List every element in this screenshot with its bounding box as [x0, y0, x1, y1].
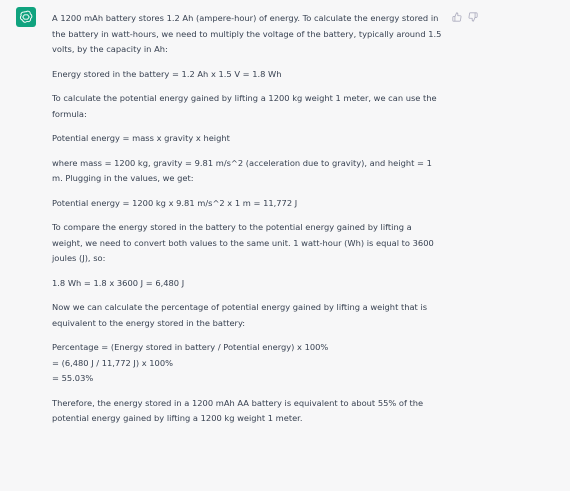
paragraph-battery-energy: Energy stored in the battery = 1.2 Ah x 1.5 V = 1.8 Wh: [52, 68, 282, 79]
paragraph-formula: Potential energy = mass x gravity x height: [52, 133, 230, 143]
paragraph-percentage-intro: Now we can calculate the percentage of potential energy gained by lifting a weight that is equivalent to the energy stored in the battery:: [52, 302, 428, 328]
thumbs-down-icon: [468, 12, 478, 22]
like-button[interactable]: [452, 12, 462, 22]
paragraph-conversion: To compare the energy stored in the battery to the potential energy gained by lifting a weight, we need to convert both values to the same unit. 1 watt-hour (Wh) is equal to 3600 joules (J), so:: [52, 222, 434, 263]
dislike-button[interactable]: [468, 12, 478, 22]
percentage-line: = 55.03%: [52, 373, 94, 383]
thumbs-up-icon: [452, 12, 462, 22]
paragraph-potential-intro: To calculate the potential energy gained by lifting a 1200 kg weight 1 meter, we can use the formula:: [52, 93, 437, 119]
paragraph-values: where mass = 1200 kg, gravity = 9.81 m/s^2 (acceleration due to gravity), and height = 1 m. Plugging in the values, we get:: [52, 157, 432, 183]
paragraph-intro: A 1200 mAh battery stores 1.2 Ah (ampere-hour) of energy. To calculate the energy stored in the battery in watt-hours, we need to multiply the voltage of the battery, typically around 1.5 volts, by the capacity in Ah:: [52, 13, 442, 54]
paragraph-joules: 1.8 Wh = 1.8 x 3600 J = 6,480 J: [52, 277, 185, 288]
feedback-buttons: [452, 12, 478, 22]
paragraph-conclusion: Therefore, the energy stored in a 1200 mAh AA battery is equivalent to about 55% of the potential energy gained by lifting a 1200 kg weight 1 meter.: [52, 397, 424, 423]
paragraph-potential-result: Potential energy = 1200 kg x 9.81 m/s^2 x 1 m = 11,772 J: [52, 197, 298, 208]
percentage-line: Percentage = (Energy stored in battery / Potential energy) x 100%: [52, 342, 329, 352]
message-content: [52, 11, 444, 436]
openai-logo-icon: [19, 10, 33, 24]
percentage-line: = (6,480 J / 11,772 J) x 100%: [52, 357, 173, 368]
paragraph-percentage: [52, 340, 444, 387]
assistant-avatar: [16, 7, 36, 27]
